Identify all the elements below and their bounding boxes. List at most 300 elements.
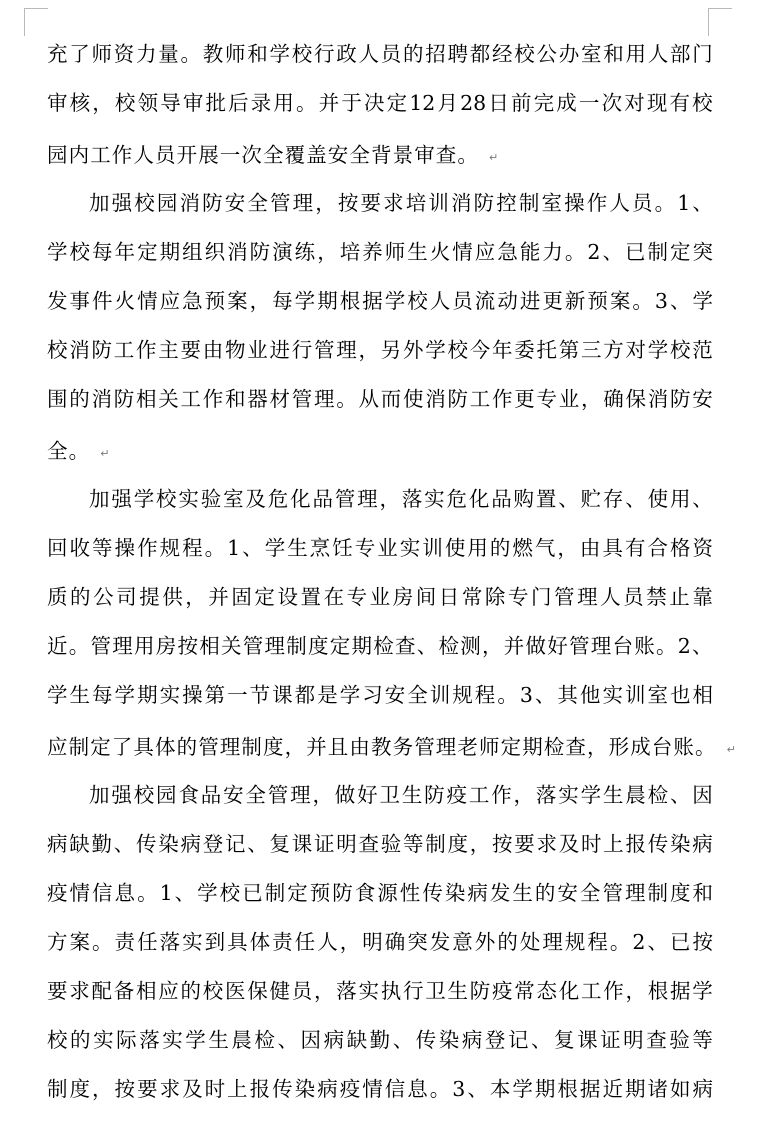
glyph: 期 xyxy=(534,1077,556,1102)
glyph: 管 xyxy=(242,634,264,659)
glyph: 管 xyxy=(569,634,590,659)
glyph: 要 xyxy=(47,979,68,1004)
glyph: 、 xyxy=(625,487,646,512)
glyph: 等 xyxy=(92,536,113,561)
glyph: 习 xyxy=(362,683,383,708)
glyph: 用 xyxy=(467,536,488,561)
glyph: 质 xyxy=(47,585,68,610)
glyph: 全 xyxy=(579,881,601,906)
glyph: 员 xyxy=(452,289,473,314)
glyph: 因 xyxy=(692,783,713,808)
glyph: 任 xyxy=(137,930,158,955)
glyph: 求 xyxy=(383,191,404,216)
glyph: 、 xyxy=(669,783,691,808)
glyph: 他 xyxy=(579,683,601,708)
glyph: 落 xyxy=(139,1028,160,1053)
glyph: 训 xyxy=(624,683,646,708)
glyph: 检 xyxy=(254,1028,275,1053)
glyph: 公 xyxy=(93,585,114,610)
glyph: 公 xyxy=(536,42,557,67)
glyph: ， xyxy=(314,979,335,1004)
glyph: ， xyxy=(581,387,602,412)
glyph: 火 xyxy=(114,289,136,314)
glyph: 学 xyxy=(114,683,136,708)
glyph: 度 xyxy=(447,832,468,857)
glyph: 另 xyxy=(380,338,402,363)
glyph: 专 xyxy=(507,585,529,610)
glyph: 管 xyxy=(554,585,575,610)
glyph: 确 xyxy=(603,387,624,412)
glyph: 案 xyxy=(609,289,631,314)
glyph: 课 xyxy=(272,683,293,708)
glyph: 。 xyxy=(180,42,201,67)
text-line xyxy=(47,720,736,769)
glyph: 防 xyxy=(91,338,112,363)
glyph: 登 xyxy=(484,1028,506,1053)
glyph: 校 xyxy=(69,240,91,265)
glyph: 量 xyxy=(158,42,179,67)
glyph: 的 xyxy=(70,585,91,610)
glyph: 意 xyxy=(452,930,473,955)
glyph: 缺 xyxy=(69,832,90,857)
line-text: 应制定了具体的管理制度，并且由教务管理老师定期检查，形成台账。 xyxy=(47,734,717,759)
glyph: 消 xyxy=(69,338,90,363)
glyph: 外 xyxy=(474,930,496,955)
glyph: 学 xyxy=(269,42,290,67)
glyph: 理 xyxy=(290,783,311,808)
glyph: 处 xyxy=(519,930,541,955)
glyph: 日 xyxy=(488,91,509,116)
glyph: 购 xyxy=(513,487,535,512)
glyph: 化 xyxy=(290,487,311,512)
glyph: 器 xyxy=(247,387,268,412)
glyph: 的 xyxy=(69,387,90,412)
glyph: 、 xyxy=(534,683,556,708)
glyph: 品 xyxy=(200,783,222,808)
glyph: 3 xyxy=(519,683,533,708)
glyph: 防 xyxy=(424,783,445,808)
glyph: 。 xyxy=(68,634,90,659)
glyph: 进 xyxy=(519,289,541,314)
glyph: 危 xyxy=(446,487,467,512)
glyph: 和 xyxy=(225,387,246,412)
glyph: 托 xyxy=(536,338,557,363)
glyph: 火 xyxy=(429,240,451,265)
glyph: 学 xyxy=(264,536,286,561)
glyph: 染 xyxy=(158,832,179,857)
glyph: 检 xyxy=(438,634,459,659)
glyph: 染 xyxy=(294,1077,316,1102)
glyph: 校 xyxy=(114,91,136,116)
glyph: 要 xyxy=(360,191,381,216)
crop-mark-top-left xyxy=(24,8,48,9)
glyph: 年 xyxy=(492,338,513,363)
glyph: 明 xyxy=(623,1028,644,1053)
glyph: 固 xyxy=(231,585,252,610)
glyph: 消 xyxy=(227,240,248,265)
glyph: 工 xyxy=(581,979,602,1004)
glyph: 和 xyxy=(603,42,624,67)
glyph: 后 xyxy=(228,91,249,116)
glyph: 根 xyxy=(647,979,669,1004)
glyph: 校 xyxy=(47,338,68,363)
glyph: 强 xyxy=(111,487,132,512)
glyph: 登 xyxy=(202,832,224,857)
glyph: 落 xyxy=(336,979,357,1004)
glyph: 已 xyxy=(242,881,263,906)
glyph: ， xyxy=(358,338,379,363)
glyph: 作 xyxy=(137,536,158,561)
glyph: 配 xyxy=(91,979,112,1004)
glyph: 生 xyxy=(407,240,428,265)
glyph: 求 xyxy=(536,832,557,857)
glyph: 全 xyxy=(407,683,428,708)
glyph: 按 xyxy=(492,832,513,857)
glyph: 学 xyxy=(47,683,68,708)
glyph: ， xyxy=(339,930,361,955)
glyph: 发 xyxy=(47,289,68,314)
glyph: 。 xyxy=(92,930,113,955)
glyph: 近 xyxy=(47,634,68,659)
paragraph-mark-icon: ↵ xyxy=(726,743,736,756)
glyph: 预 xyxy=(204,289,226,314)
glyph: 染 xyxy=(438,1028,460,1053)
glyph: 实 xyxy=(602,683,623,708)
glyph: 求 xyxy=(159,1077,181,1102)
glyph: 病 xyxy=(461,1028,483,1053)
glyph: 实 xyxy=(178,487,199,512)
glyph: 作 xyxy=(202,387,224,412)
glyph: 程 xyxy=(587,930,608,955)
glyph: 专 xyxy=(536,387,557,412)
glyph: 室 xyxy=(223,487,244,512)
glyph: 信 xyxy=(384,1077,406,1102)
glyph: 学 xyxy=(692,289,713,314)
glyph: 饪 xyxy=(332,536,353,561)
text-line xyxy=(47,573,713,622)
glyph: 充 xyxy=(47,42,68,67)
glyph: 缺 xyxy=(346,1028,368,1053)
glyph: 。 xyxy=(296,91,317,116)
glyph: ， xyxy=(92,1077,113,1102)
glyph: 、 xyxy=(113,832,135,857)
glyph: 成 xyxy=(556,91,577,116)
glyph: 资 xyxy=(113,42,135,67)
glyph: 人 xyxy=(647,42,669,67)
glyph: 其 xyxy=(557,683,578,708)
glyph: 都 xyxy=(469,42,491,67)
glyph: 如 xyxy=(669,1077,691,1102)
paragraph xyxy=(47,475,736,769)
glyph: 学 xyxy=(647,338,669,363)
glyph: 人 xyxy=(600,585,621,610)
glyph: 现 xyxy=(646,91,668,116)
glyph: 常 xyxy=(514,979,535,1004)
glyph: 实 xyxy=(93,1028,114,1053)
glyph: 3 xyxy=(452,1077,466,1102)
glyph: 要 xyxy=(514,832,535,857)
glyph: 化 xyxy=(468,487,490,512)
glyph: 员 xyxy=(632,191,653,216)
glyph: 卫 xyxy=(425,979,446,1004)
glyph: 校 xyxy=(134,191,155,216)
line-text: 全。 xyxy=(47,438,91,463)
glyph: 委 xyxy=(514,338,535,363)
glyph: 程 xyxy=(474,683,496,708)
glyph: 防 xyxy=(473,191,495,216)
glyph: 理 xyxy=(292,191,314,216)
glyph: 校 xyxy=(133,783,155,808)
glyph: 安 xyxy=(692,387,713,412)
glyph: 的 xyxy=(534,881,556,906)
glyph: 消 xyxy=(451,191,472,216)
glyph: 月 xyxy=(437,91,458,116)
glyph: 一 xyxy=(578,91,600,116)
glyph: 政 xyxy=(336,42,357,67)
paragraph xyxy=(47,771,713,1114)
text-line xyxy=(47,918,713,967)
glyph: 应 xyxy=(158,979,179,1004)
glyph: 定 xyxy=(386,91,408,116)
glyph: 期 xyxy=(159,240,181,265)
glyph: 人 xyxy=(317,930,338,955)
glyph: 学 xyxy=(47,240,68,265)
glyph: 学 xyxy=(512,1077,533,1102)
glyph: 使 xyxy=(647,487,669,512)
glyph: 力 xyxy=(136,42,157,67)
glyph: 定 xyxy=(287,881,308,906)
glyph: 检 xyxy=(373,634,394,659)
glyph: 卫 xyxy=(379,783,400,808)
glyph: 验 xyxy=(200,487,222,512)
glyph: 信 xyxy=(92,881,113,906)
crop-mark-top-left-vertical xyxy=(24,8,25,36)
glyph: 用 xyxy=(669,487,691,512)
glyph: 实 xyxy=(424,487,445,512)
glyph: 相 xyxy=(136,387,157,412)
glyph: ， xyxy=(482,634,503,659)
glyph: 全 xyxy=(247,191,268,216)
glyph: 期 xyxy=(317,289,338,314)
glyph: 在 xyxy=(323,585,345,610)
glyph: 危 xyxy=(267,487,289,512)
glyph: 、 xyxy=(277,1028,298,1053)
glyph: 理 xyxy=(590,634,612,659)
text-line xyxy=(47,424,713,473)
glyph: 行 xyxy=(403,979,424,1004)
glyph: 用 xyxy=(134,634,155,659)
glyph: 材 xyxy=(269,387,290,412)
glyph: 每 xyxy=(92,683,113,708)
glyph: 学 xyxy=(339,683,361,708)
glyph: 据 xyxy=(362,289,383,314)
glyph: 2 xyxy=(632,930,646,955)
glyph: 学 xyxy=(425,338,446,363)
glyph: 1 xyxy=(159,881,173,906)
text-line xyxy=(47,375,713,424)
glyph: 实 xyxy=(162,1028,183,1053)
glyph: 并 xyxy=(208,585,229,610)
glyph: 提 xyxy=(139,585,160,610)
glyph: 、 xyxy=(602,240,623,265)
text-line xyxy=(47,967,713,1016)
glyph: 及 xyxy=(558,832,580,857)
glyph: 相 xyxy=(199,634,220,659)
glyph: 部 xyxy=(670,42,691,67)
glyph: 师 xyxy=(384,240,406,265)
glyph: 间 xyxy=(415,585,437,610)
glyph: 工 xyxy=(468,783,490,808)
glyph: 传 xyxy=(136,832,157,857)
glyph: 疫 xyxy=(446,783,467,808)
glyph: 校 xyxy=(156,487,177,512)
glyph: 的 xyxy=(70,1028,91,1053)
text-line xyxy=(47,179,713,228)
glyph: 方 xyxy=(47,930,68,955)
text-line xyxy=(47,228,713,277)
glyph: 安 xyxy=(224,191,246,216)
glyph: 账 xyxy=(634,634,655,659)
glyph: 作 xyxy=(603,979,624,1004)
glyph: 流 xyxy=(474,289,496,314)
glyph: 报 xyxy=(625,832,646,857)
glyph: 业 xyxy=(558,387,580,412)
glyph: 生 xyxy=(401,783,423,808)
glyph: 工 xyxy=(113,338,135,363)
glyph: 训 xyxy=(429,683,451,708)
glyph: 加 xyxy=(89,783,110,808)
glyph: 、 xyxy=(692,634,713,659)
glyph: 及 xyxy=(182,1077,203,1102)
glyph: 生 xyxy=(512,881,533,906)
glyph: 使 xyxy=(403,387,424,412)
glyph: 已 xyxy=(669,930,691,955)
glyph: 突 xyxy=(692,240,713,265)
glyph: 落 xyxy=(159,930,181,955)
glyph: 、 xyxy=(558,487,579,512)
glyph: 记 xyxy=(225,832,246,857)
glyph: 时 xyxy=(204,1077,226,1102)
glyph: 管 xyxy=(334,487,356,512)
glyph: 规 xyxy=(564,930,586,955)
glyph: 制 xyxy=(518,191,540,216)
glyph: 晨 xyxy=(231,1028,252,1053)
glyph: 病 xyxy=(47,832,68,857)
glyph: 相 xyxy=(692,683,713,708)
glyph: 工 xyxy=(180,387,201,412)
glyph: 领 xyxy=(137,91,159,116)
glyph: 室 xyxy=(581,42,602,67)
glyph: 急 xyxy=(497,240,518,265)
document-body[interactable] xyxy=(47,30,736,1114)
glyph: 防 xyxy=(469,979,491,1004)
glyph: 都 xyxy=(294,683,316,708)
glyph: 校 xyxy=(47,1028,68,1053)
glyph: ， xyxy=(312,783,333,808)
glyph: 经 xyxy=(492,42,513,67)
glyph: 作 xyxy=(491,783,512,808)
glyph: 有 xyxy=(624,536,646,561)
glyph: 期 xyxy=(137,683,158,708)
paragraph xyxy=(47,179,713,473)
glyph: 及 xyxy=(245,487,266,512)
glyph: 实 xyxy=(558,783,579,808)
glyph: 上 xyxy=(603,832,624,857)
glyph: 实 xyxy=(399,536,421,561)
glyph: 安 xyxy=(384,683,406,708)
glyph: 期 xyxy=(351,634,372,659)
glyph: 预 xyxy=(309,881,331,906)
text-line xyxy=(47,326,713,375)
glyph: 学 xyxy=(384,289,406,314)
glyph: 烹 xyxy=(309,536,331,561)
glyph: 突 xyxy=(407,930,428,955)
glyph: 师 xyxy=(225,42,246,67)
glyph: 校 xyxy=(670,338,691,363)
glyph: 防 xyxy=(113,387,135,412)
glyph: 行 xyxy=(291,338,313,363)
glyph: 发 xyxy=(489,881,511,906)
paragraph xyxy=(47,30,713,177)
glyph: 体 xyxy=(249,930,271,955)
glyph: 按 xyxy=(337,191,359,216)
glyph: 存 xyxy=(602,487,624,512)
text-line xyxy=(47,622,713,671)
glyph: 行 xyxy=(314,42,335,67)
glyph: 、 xyxy=(416,634,438,659)
glyph: 等 xyxy=(692,1028,713,1053)
glyph: 课 xyxy=(577,1028,598,1053)
glyph: 情 xyxy=(452,240,473,265)
glyph: 要 xyxy=(137,1077,158,1102)
glyph: 批 xyxy=(205,91,226,116)
glyph: 定 xyxy=(137,240,158,265)
glyph: 防 xyxy=(332,881,353,906)
glyph: 练 xyxy=(294,240,316,265)
glyph: 勤 xyxy=(91,832,112,857)
glyph: 三 xyxy=(581,338,602,363)
glyph: 格 xyxy=(669,536,691,561)
glyph: 有 xyxy=(669,91,690,116)
glyph: 燃 xyxy=(512,536,533,561)
glyph: 强 xyxy=(111,783,132,808)
glyph: 。 xyxy=(336,387,357,412)
glyph: 生 xyxy=(447,979,468,1004)
glyph: ， xyxy=(317,240,338,265)
glyph: 理 xyxy=(357,487,378,512)
glyph: 、 xyxy=(530,1028,552,1053)
glyph: 28 xyxy=(460,91,487,116)
glyph: 招 xyxy=(425,42,446,67)
glyph: 室 xyxy=(541,191,562,216)
glyph: 管 xyxy=(291,387,313,412)
glyph: 贮 xyxy=(580,487,602,512)
glyph: 操 xyxy=(114,536,136,561)
glyph: 证 xyxy=(600,1028,621,1053)
glyph: 司 xyxy=(116,585,137,610)
glyph: 课 xyxy=(291,832,313,857)
glyph: 、 xyxy=(392,1028,414,1053)
glyph: 导 xyxy=(160,91,181,116)
glyph: 防 xyxy=(670,387,691,412)
glyph: 制 xyxy=(647,881,668,906)
glyph: 病 xyxy=(323,1028,345,1053)
glyph: 息 xyxy=(114,881,136,906)
glyph: 完 xyxy=(533,91,555,116)
glyph: 食 xyxy=(354,881,376,906)
text-line xyxy=(47,79,713,128)
glyph: 案 xyxy=(69,930,91,955)
